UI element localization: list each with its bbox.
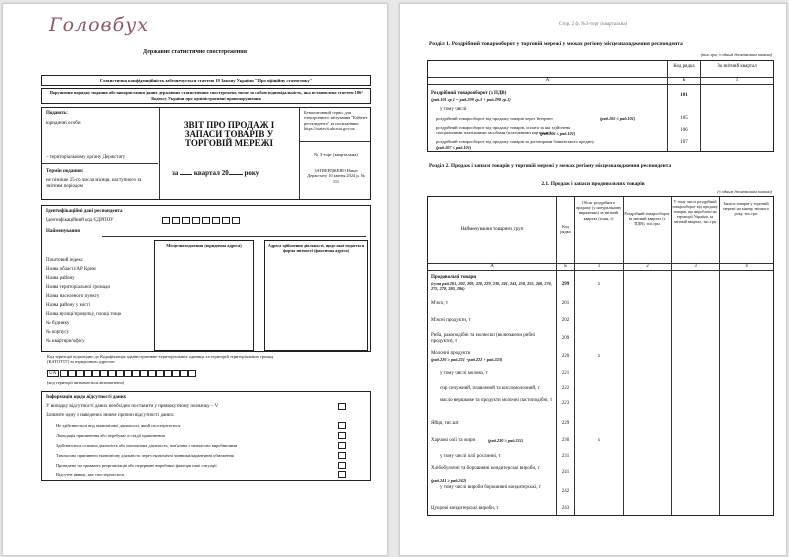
s1-letter: А <box>545 78 550 83</box>
katottg-caption: (код території визначається автоматично) <box>47 380 125 385</box>
activity-header: Адреса здійснення діяльності, щодо якої подається форма звітності (фактична адреса) <box>267 243 365 253</box>
s1-row-formula: (ряд.101 гр.1 = ряд.299 гр.3 + ряд.298 гр.1) <box>431 97 511 102</box>
submit-to: – територіальному органу Держстату <box>46 155 126 160</box>
s2-row-label: Хлібобулочні та борошняні кондитерські вироби, т <box>431 466 540 471</box>
address-field-label: Назва району у місті <box>46 303 90 308</box>
s2-row-code: 223 <box>561 401 570 406</box>
absence-reason-checkbox[interactable] <box>338 471 346 478</box>
address-field-label: № будинку <box>46 321 70 326</box>
s2-row-code: 242 <box>561 489 570 494</box>
s1-col-code: Код рядка <box>673 64 695 69</box>
s2-letter: Б <box>564 264 567 269</box>
address-fields-list <box>46 258 366 348</box>
s2-row-label: Риба, ракоподібні та молюски (включаючи рибні продукти), т <box>431 333 536 344</box>
s2-row-label: масло вершкове та продукти молочні пастоподібні, т <box>440 398 553 403</box>
location-header: Місцезнаходження (юридична адреса) <box>166 243 242 248</box>
warning-box <box>41 88 371 104</box>
s2-row-formula: (ряд.241 ≥ ряд.242) <box>431 478 467 483</box>
katottg-note: Код території відповідно до Кодифікатора адміністративно-територіальних одиниць та територій територіальних громад (КАТОТТГ) за юридичною адресою <box>47 354 274 365</box>
absence-reason-checkbox[interactable] <box>338 442 346 449</box>
s1-letter: 1 <box>735 78 739 83</box>
name-label: Найменування <box>46 229 80 234</box>
s2-letter: А <box>490 264 494 269</box>
section1-title: Розділ 1. Роздрібний товарооборот у торговій мережі у межах регіону місцезнаходження респондента <box>429 41 683 47</box>
report-period <box>172 169 259 177</box>
s2-row-mark: x <box>597 438 601 443</box>
s2-letter: 3 <box>694 264 697 269</box>
absence-reason-label: Зазначте одну з наведених нижче причин відсутності даних: <box>46 413 175 418</box>
absence-reason-text: Відсутнє явище, яке спостерігається <box>56 472 125 477</box>
s2-col-domestic: У тому числі роздрібний товарооборот від продажу товарів, що вироблені на території України, за звітний квартал, тис.грн <box>672 199 718 224</box>
deadline-text: не пізніше 25-го числа місяця, наступного за звітним періодом <box>46 178 142 189</box>
section2-title: Розділ 2. Продаж і запаси товарів у торговій мережі у межах регіону місцезнаходження респондента <box>429 163 672 169</box>
s2-row-label: у тому числі вироби борошняні кондитерські, т <box>440 485 541 490</box>
s1-row-label: Роздрібний товарооборот (з ПДВ) <box>431 91 507 96</box>
address-field-label: Назва вулиці/провулку, площі тощо <box>46 312 122 317</box>
warning-text: Порушення порядку подання або використання даних державних статистичних спостережень тягне за собою відповідальність, яка встановлена статтею 186³ Кодексу України про адміністративні правопорушення <box>49 90 363 101</box>
absence-reason-checkbox[interactable] <box>338 432 346 439</box>
s2-col-turnover: Роздрібний товарооборот за звітний квартал (з ПДВ), тис.грн <box>624 211 670 227</box>
absence-reason-text: Здійснюється основна діяльність або економічна діяльність, пов'язана з тимчасово виробничими <box>56 443 238 448</box>
section1-table <box>427 60 774 152</box>
respondent-block <box>41 205 371 352</box>
s1-col-quarter: За звітний квартал <box>717 64 757 69</box>
s2-row-label: сир сичужний, плавлений та кисломолочний, т <box>440 386 540 391</box>
s2-row-code: 299 <box>561 282 570 287</box>
s2-row-mark: x <box>597 282 601 287</box>
absence-block <box>41 391 371 481</box>
s2-row-label: Молочні продукти <box>431 351 471 356</box>
katottg-input[interactable] <box>47 370 207 378</box>
absence-intro: У випадку відсутності даних необхідно поставити у прямокутному позначку – V <box>46 404 219 409</box>
section2-table <box>427 196 774 516</box>
s1-row-label: роздрібний товарооборот від продажу товарів за договорами банківського кредиту <box>436 139 595 144</box>
s2-row-formula: (сума ряд.201, 202, 209, 220, 229, 230, 241, 243, 250, 255, 260, 270, 275, 278, 280, 286) <box>431 281 552 291</box>
form-header-title: Державне статистичне спостереження <box>143 49 247 55</box>
s2-row-code: 220 <box>561 354 570 359</box>
s1-row-label: роздрібний товарооборот від продажу товарів, оплата за які здійснена спеціальними платіжними засобами (платіжними картками) <box>436 125 571 136</box>
s2-row-label: Продовольчі товари <box>431 275 477 280</box>
quarter-input[interactable] <box>180 174 192 175</box>
s2-row-code: 243 <box>561 506 570 511</box>
form-page-2 <box>399 3 787 556</box>
s1-row-code: 101 <box>680 93 688 98</box>
s2-row-label: у тому числі молоко, т <box>440 371 488 376</box>
s2-row-code: 229 <box>561 421 570 426</box>
absence-reason-text: Тимчасово припинено економічну діяльність через економічні чинники/карантинні обмеження <box>56 453 234 458</box>
address-field-label: Назва населеного пункту <box>46 294 100 299</box>
respondent-section-title: Ідентифікаційні дані респондента <box>46 209 123 214</box>
period-mid: квартал 20 <box>193 169 229 177</box>
s2-row-code: 222 <box>561 386 570 391</box>
s2-col-volume: Обсяг роздрібного продажу (у натуральному вираженні) за звітний квартал (тонн, т) <box>575 200 622 221</box>
confidentiality-box <box>41 75 371 86</box>
golovbukh-logo[interactable]: Головбух <box>49 14 149 36</box>
s2-row-code: 241 <box>561 470 570 475</box>
section2-units: (з одним десятковим знаком) <box>717 189 772 194</box>
s2-row-code: 209 <box>561 336 570 341</box>
address-field-label: Поштовий індекс <box>46 258 83 263</box>
submit-text: юридичні особи <box>46 121 81 126</box>
absence-reason-text: Проведено чи тривають реорганізація або перерване виробничі фактори інші ситуації <box>56 463 217 468</box>
s2-row-formula: (ряд.220 ≥ ряд.221 +ряд.222 + ряд.223) <box>431 357 503 362</box>
approval-note: ЗАТВЕРДЖЕНО Наказ Держстату 10 квітня 2024 р. № 111 <box>307 168 365 184</box>
absence-reason-checkbox[interactable] <box>338 462 346 469</box>
s1-row-formula: (ряд.105 ≤ ряд.101) <box>600 116 636 121</box>
s2-row-code: 201 <box>561 301 570 306</box>
s1-row-formula: (ряд.107 ≤ ряд.101) <box>436 145 472 150</box>
address-field-label: Назва області/АР Крим <box>46 267 96 272</box>
electronic-reporting-note[interactable]: Безкоштовний сервіс для електронного звітування "Кабінет респондента" за посиланням: https://statzvit.ukrstat.gov.ua <box>304 110 368 132</box>
s2-row-label: Цукрові кондитерські вироби, т <box>431 506 499 511</box>
address-field-label: № квартири/офісу <box>46 339 85 344</box>
page2-header: Стор. 2 ф. №3-торг (квартальна) <box>558 22 628 27</box>
s2-letter: 1 <box>597 264 601 269</box>
s1-row-formula: (ряд.106 ≤ ряд.101) <box>540 131 576 136</box>
s2-row-code: 230 <box>561 438 570 443</box>
report-title: ЗВІТ ПРО ПРОДАЖ І ЗАПАСИ ТОВАРІВ У ТОРГОВІЙ МЕРЕЖІ <box>183 120 275 148</box>
s2-col-stocks: Запаси товарів у торговій мережі на кінець звітного року, тис.грн <box>723 201 769 217</box>
submit-heading: Подають: <box>46 111 68 116</box>
absence-section-title: Інформація щодо відсутності даних <box>46 395 127 400</box>
address-field-label: Назва району <box>46 276 75 281</box>
name-input[interactable] <box>102 236 366 237</box>
s2-col-code: Код рядка <box>560 224 571 234</box>
absence-reason-checkbox[interactable] <box>338 452 346 459</box>
s2-row-code: 231 <box>561 454 570 459</box>
s2-letter: 2 <box>646 264 649 269</box>
absence-reason-text: Ліквідація припинення або перебуває в стадії припинення <box>56 433 165 438</box>
deadline-heading: Термін подання: <box>46 169 84 174</box>
katottg-prefix: UA <box>49 371 57 376</box>
s2-row-label: Яйця, тис.шт <box>431 421 459 426</box>
s2-row-label: М'ясо, т <box>431 301 449 306</box>
s2-row-formula: (ряд.230 ≥ ряд.231) <box>488 438 524 443</box>
s2-letter: 4 <box>745 264 748 269</box>
form-number: № 3-торг (квартальна) <box>314 152 358 157</box>
s1-row-code: 105 <box>680 116 688 121</box>
section1-units: (тис.грн, з одним десятковим знаком) <box>700 52 772 57</box>
section2-subtitle: 2.1. Продаж і запаси продовольчих товарів <box>541 181 645 187</box>
s1-row-label: у тому числі <box>440 107 467 112</box>
s2-col-name: Найменування товарних груп <box>460 227 524 232</box>
s1-row-code: 106 <box>680 128 688 133</box>
year-input[interactable] <box>229 174 243 175</box>
s2-row-code: 202 <box>561 318 570 323</box>
s2-row-label: у тому числі олії рослинні, т <box>440 454 501 459</box>
s1-letter: Б <box>682 78 686 83</box>
absence-reason-text: Не здійснюється вид економічної діяльності, який спостерігається <box>56 423 181 428</box>
address-field-label: Назва територіальної громади <box>46 285 111 290</box>
absence-checkbox[interactable] <box>338 403 346 410</box>
s2-row-mark: x <box>597 354 601 359</box>
absence-reason-checkbox[interactable] <box>338 422 346 429</box>
s1-row-code: 107 <box>680 140 688 145</box>
s1-row-label: роздрібний товарооборот від продажу товарів через Інтернет <box>436 116 553 121</box>
address-field-label: № корпусу <box>46 330 70 335</box>
period-suffix: року <box>244 169 260 177</box>
s2-row-code: 221 <box>561 371 570 376</box>
form-page-1 <box>2 3 388 556</box>
form-meta-block <box>41 107 371 200</box>
period-prefix: за <box>172 169 179 177</box>
confidentiality-text: Статистична конфіденційність забезпечується статтею 19 Закону України "Про офіційну статистику" <box>99 78 313 83</box>
s2-row-label: Харчові олії та жири <box>431 438 476 443</box>
edrpou-label: Ідентифікаційний код ЄДРПОУ <box>46 218 114 223</box>
s2-row-label: М'ясні продукти, т <box>431 318 471 323</box>
